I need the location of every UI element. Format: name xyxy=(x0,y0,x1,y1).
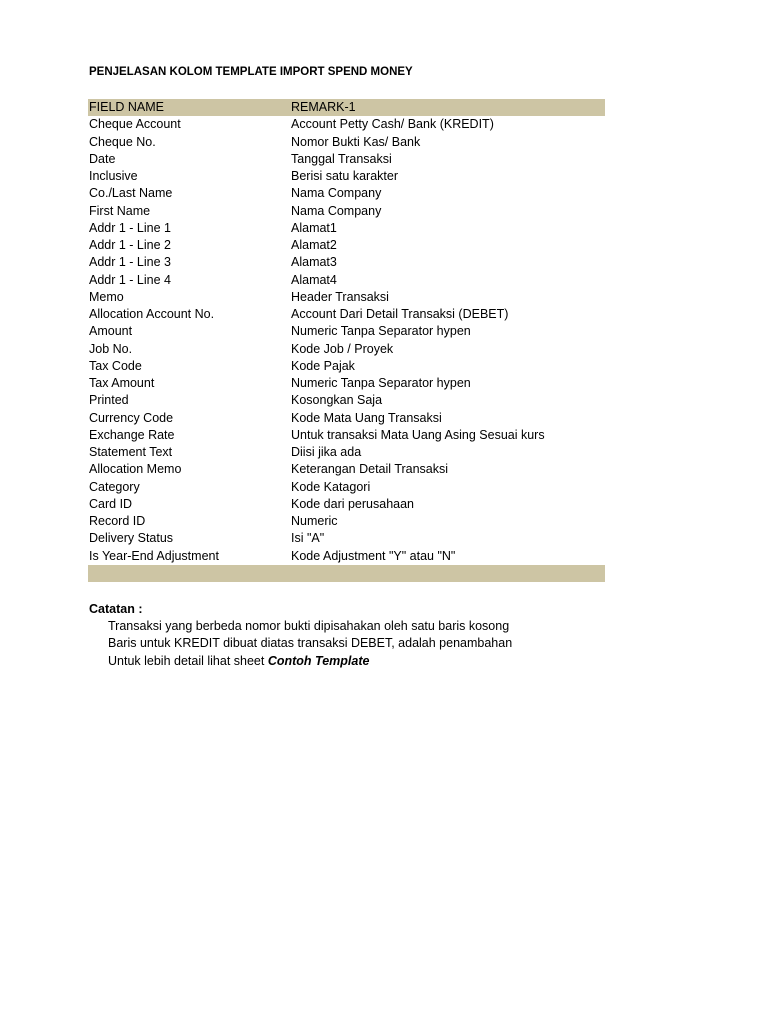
remark-cell: Untuk transaksi Mata Uang Asing Sesuai kurs xyxy=(291,427,545,442)
table-row xyxy=(88,375,605,392)
table-row xyxy=(88,479,605,496)
remark-cell: Berisi satu karakter xyxy=(291,169,398,184)
table-row xyxy=(88,254,605,271)
field-name-cell: Exchange Rate xyxy=(89,427,175,442)
table-row xyxy=(88,513,605,530)
note-line-reference xyxy=(89,653,512,670)
remark-cell: Alamat3 xyxy=(291,255,337,270)
remark-cell: Kode dari perusahaan xyxy=(291,496,415,511)
footer-cell xyxy=(290,565,605,582)
remark-cell: Diisi jika ada xyxy=(291,445,362,460)
remark-cell: Nama Company xyxy=(291,203,382,218)
field-name-cell: Job No. xyxy=(89,341,133,356)
field-name-cell: Addr 1 - Line 3 xyxy=(89,255,171,270)
field-name-cell: Category xyxy=(89,479,140,494)
field-name-cell: Statement Text xyxy=(89,445,173,460)
table-row xyxy=(88,548,605,565)
table-row xyxy=(88,272,605,289)
table-row xyxy=(88,134,605,151)
field-name-cell: Allocation Account No. xyxy=(89,307,215,322)
field-name-cell: Cheque No. xyxy=(89,134,156,149)
remark-cell: Tanggal Transaksi xyxy=(291,151,392,166)
field-name-cell: Tax Code xyxy=(89,358,142,373)
field-name-cell: Printed xyxy=(89,393,129,408)
field-name-cell: Memo xyxy=(89,289,124,304)
footer-cell xyxy=(88,565,290,582)
remark-cell: Kode Adjustment "Y" atau "N" xyxy=(291,548,456,563)
table-row xyxy=(88,530,605,547)
table-row xyxy=(88,185,605,202)
table-row xyxy=(88,444,605,461)
field-name-cell: Cheque Account xyxy=(89,117,181,132)
table-footer-row xyxy=(88,565,605,582)
remark-cell: Nama Company xyxy=(291,186,382,201)
field-name-cell: Date xyxy=(89,151,116,166)
table-row xyxy=(88,168,605,185)
remark-cell: Alamat2 xyxy=(291,238,337,253)
remark-cell: Header Transaksi xyxy=(291,289,389,304)
remark-cell: Kosongkan Saja xyxy=(291,393,383,408)
table-row xyxy=(88,116,605,133)
field-name-cell: Is Year-End Adjustment xyxy=(89,548,219,563)
remark-cell: Numeric Tanpa Separator hypen xyxy=(291,324,471,339)
table-row xyxy=(88,220,605,237)
remark-cell: Kode Katagori xyxy=(291,479,371,494)
table-row xyxy=(88,341,605,358)
table-row xyxy=(88,358,605,375)
remark-cell: Kode Job / Proyek xyxy=(291,341,394,356)
table-row xyxy=(88,496,605,513)
field-name-cell: Addr 1 - Line 4 xyxy=(89,272,171,287)
field-name-cell: Currency Code xyxy=(89,410,174,425)
table-row xyxy=(88,410,605,427)
table-row xyxy=(88,427,605,444)
field-name-cell: Card ID xyxy=(89,496,133,511)
remark-cell: Kode Pajak xyxy=(291,358,355,373)
note-line-text: Untuk lebih detail lihat sheet xyxy=(108,653,268,668)
remark-cell: Keterangan Detail Transaksi xyxy=(291,462,449,477)
table-row xyxy=(88,323,605,340)
column-header-field-name: FIELD NAME xyxy=(88,99,290,116)
table-row xyxy=(88,461,605,478)
note-line: Transaksi yang berbeda nomor bukti dipisahakan oleh satu baris kosong xyxy=(108,619,510,633)
field-name-cell: Amount xyxy=(89,324,133,339)
table-row xyxy=(88,306,605,323)
notes-heading: Catatan : xyxy=(89,602,143,616)
notes-section xyxy=(89,600,512,670)
table-row xyxy=(88,237,605,254)
field-name-cell: Delivery Status xyxy=(89,531,174,546)
remark-cell: Account Petty Cash/ Bank (KREDIT) xyxy=(291,117,494,132)
remark-cell: Alamat1 xyxy=(291,220,337,235)
field-name-cell: Co./Last Name xyxy=(89,186,173,201)
note-line: Baris untuk KREDIT dibuat diatas transaksi DEBET, adalah penambahan xyxy=(108,636,513,651)
remark-cell: Account Dari Detail Transaksi (DEBET) xyxy=(291,307,509,322)
field-table xyxy=(88,99,605,582)
field-name-cell: Record ID xyxy=(89,514,146,529)
remark-cell: Nomor Bukti Kas/ Bank xyxy=(291,134,421,149)
sheet-reference: Contoh Template xyxy=(267,653,370,668)
field-name-cell: First Name xyxy=(89,203,151,218)
table-row xyxy=(88,392,605,409)
table-row xyxy=(88,203,605,220)
table-header-row xyxy=(88,99,605,116)
field-name-cell: Inclusive xyxy=(89,169,138,184)
remark-cell: Numeric xyxy=(291,514,338,529)
remark-cell: Numeric Tanpa Separator hypen xyxy=(291,376,471,391)
field-name-cell: Tax Amount xyxy=(89,376,155,391)
field-name-cell: Addr 1 - Line 2 xyxy=(89,238,171,253)
field-name-cell: Allocation Memo xyxy=(89,462,182,477)
remark-cell: Kode Mata Uang Transaksi xyxy=(291,410,442,425)
column-header-remark: REMARK-1 xyxy=(290,99,605,116)
remark-cell: Alamat4 xyxy=(291,272,337,287)
remark-cell: Isi "A" xyxy=(291,531,325,546)
table-row xyxy=(88,289,605,306)
document-title: PENJELASAN KOLOM TEMPLATE IMPORT SPEND MONEY xyxy=(89,66,413,78)
table-row xyxy=(88,151,605,168)
field-name-cell: Addr 1 - Line 1 xyxy=(89,220,171,235)
